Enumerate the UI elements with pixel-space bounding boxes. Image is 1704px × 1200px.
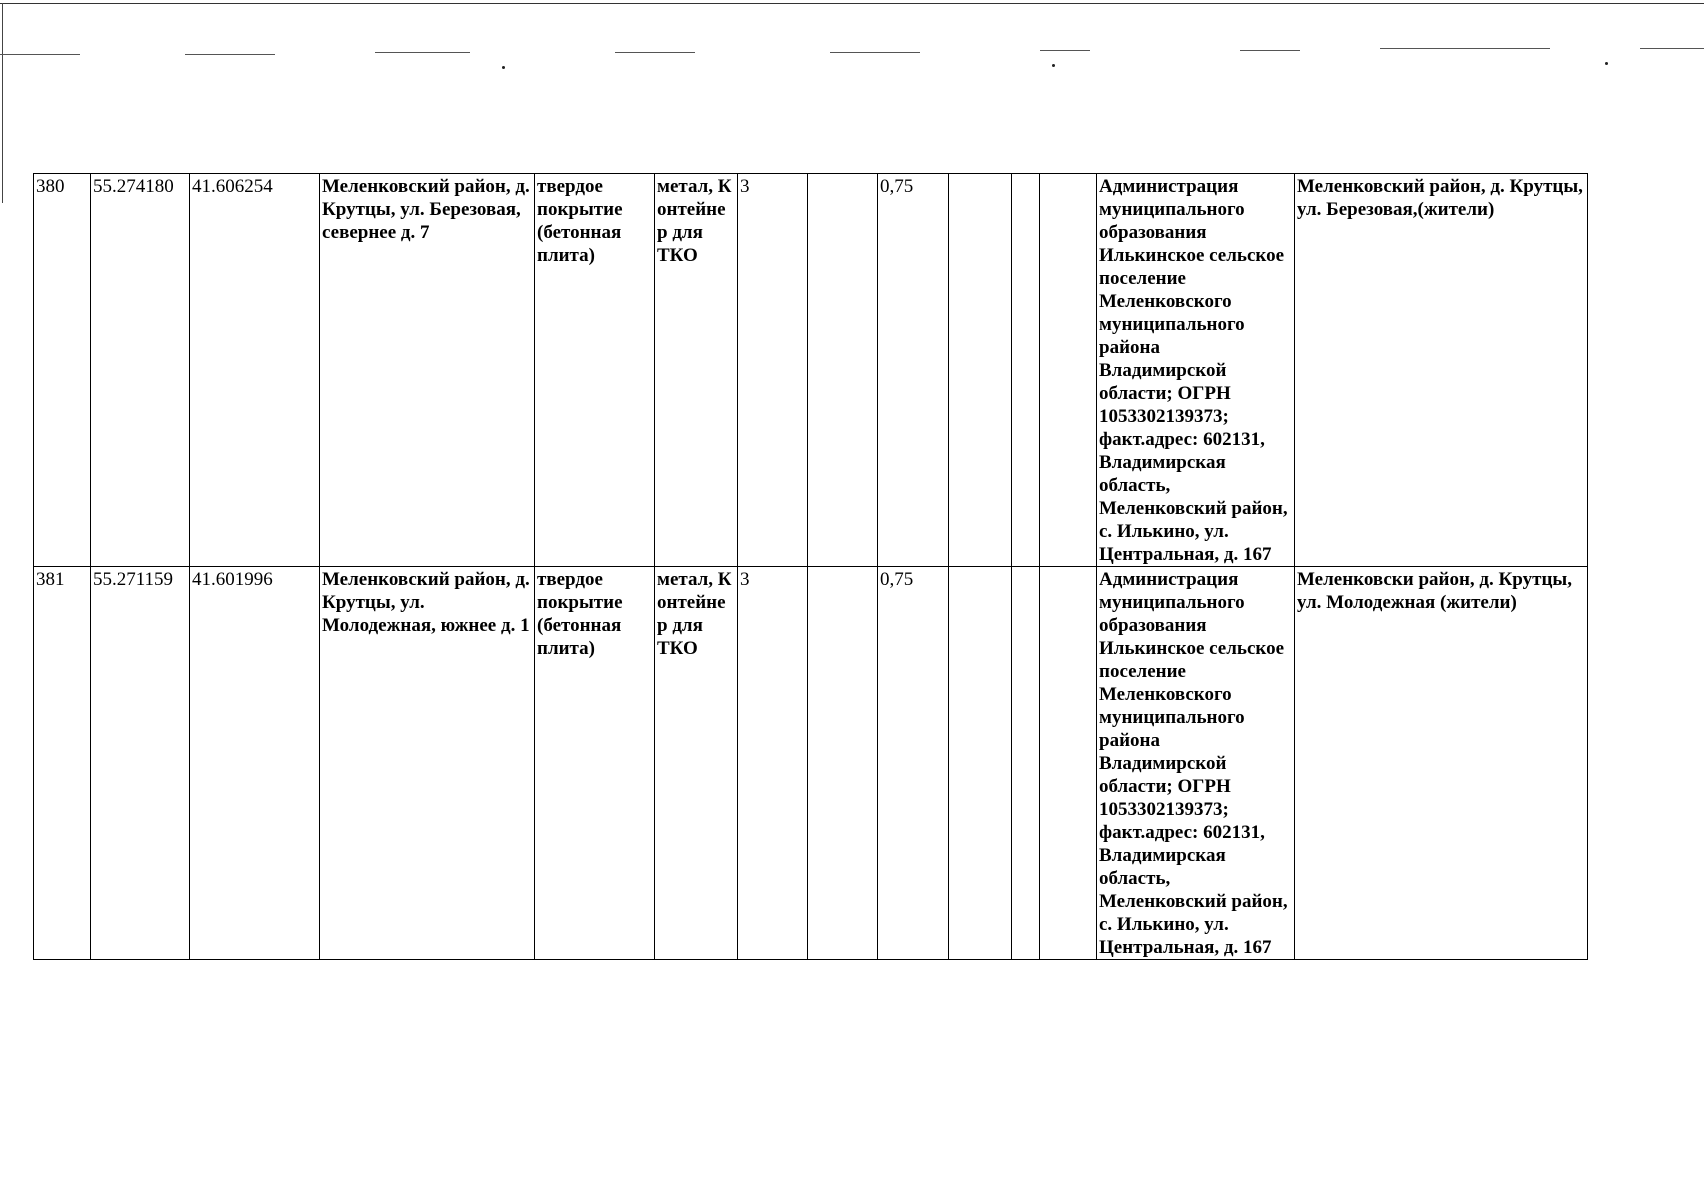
cell-empty	[1012, 567, 1040, 960]
cell-latitude: 55.271159	[91, 567, 190, 960]
cell-longitude: 41.606254	[190, 174, 320, 567]
cell-container-count: 3	[738, 174, 808, 567]
scan-dot	[1052, 64, 1055, 67]
cell-latitude: 55.274180	[91, 174, 190, 567]
scan-left-edge	[2, 3, 3, 203]
scan-dot	[1605, 62, 1608, 65]
scan-top-edge	[0, 3, 1704, 4]
scan-dash	[1640, 48, 1704, 49]
cell-owner: Администрация муниципального образования Илькинское сельское поселение Меленковского муниципального района Владимирской области; ОГРН 1053302139373; факт.адрес: 602131, Владимирская область, Меленковский район, с. Илькино, ул. Центральная, д. 167	[1097, 174, 1295, 567]
table-row	[34, 174, 1588, 567]
cell-owner: Администрация муниципального образования Илькинское сельское поселение Меленковского муниципального района Владимирской области; ОГРН 1053302139373; факт.адрес: 602131, Владимирская область, Меленковский район, с. Илькино, ул. Центральная, д. 167	[1097, 567, 1295, 960]
scan-dash	[0, 54, 80, 55]
cell-container-material: метал, К онтейне р для ТКО	[655, 567, 738, 960]
scan-dash	[1040, 50, 1090, 51]
cell-empty	[949, 567, 1012, 960]
table-row	[34, 567, 1588, 960]
cell-empty	[808, 567, 878, 960]
cell-empty	[949, 174, 1012, 567]
cell-sources: Меленковский район, д. Крутцы, ул. Березовая,(жители)	[1295, 174, 1588, 567]
scan-dot	[502, 66, 505, 69]
cell-surface: твердое покрытие (бетонная плита)	[535, 174, 655, 567]
scan-dash	[830, 52, 920, 53]
cell-empty	[1012, 174, 1040, 567]
cell-number: 381	[34, 567, 91, 960]
scan-dash	[615, 52, 695, 53]
cell-sources: Меленковски район, д. Крутцы, ул. Молодежная (жители)	[1295, 567, 1588, 960]
cell-longitude: 41.601996	[190, 567, 320, 960]
cell-container-material: метал, К онтейне р для ТКО	[655, 174, 738, 567]
cell-surface: твердое покрытие (бетонная плита)	[535, 567, 655, 960]
cell-empty	[1040, 567, 1097, 960]
cell-number: 380	[34, 174, 91, 567]
scan-dash	[375, 52, 470, 53]
cell-container-volume: 0,75	[878, 174, 949, 567]
cell-container-count: 3	[738, 567, 808, 960]
scan-dash	[1240, 50, 1300, 51]
cell-address: Меленковский район, д. Крутцы, ул. Молодежная, южнее д. 1	[320, 567, 535, 960]
scan-dash	[1380, 48, 1550, 49]
cell-container-volume: 0,75	[878, 567, 949, 960]
scan-dash	[185, 54, 275, 55]
cell-empty	[1040, 174, 1097, 567]
registry-table	[33, 173, 1588, 960]
cell-address: Меленковский район, д. Крутцы, ул. Березовая, севернее д. 7	[320, 174, 535, 567]
cell-empty	[808, 174, 878, 567]
